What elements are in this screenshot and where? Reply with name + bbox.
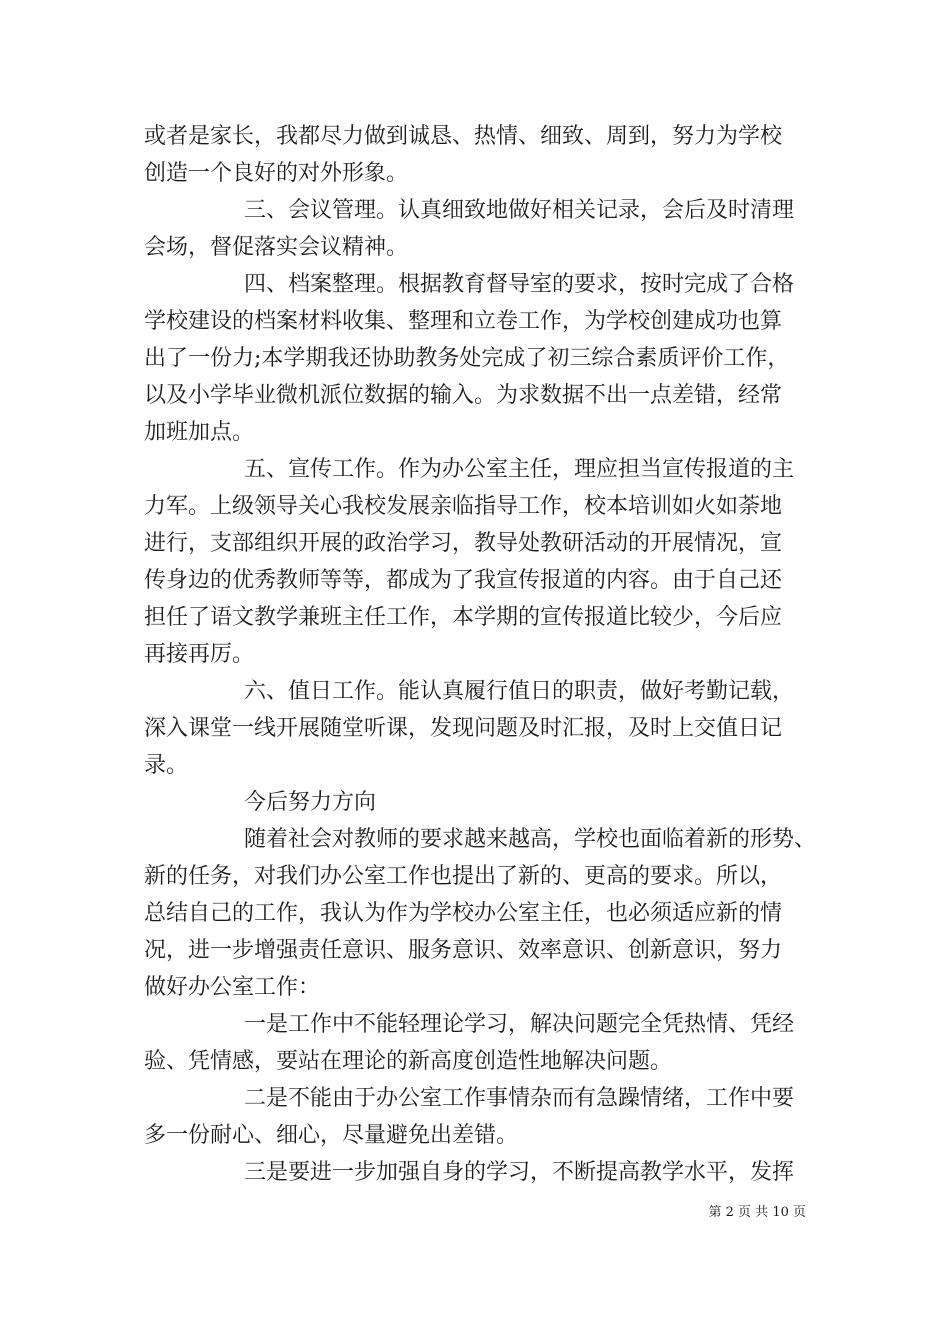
text-line: 再接再厉。	[144, 642, 255, 667]
text-line: 今后努力方向	[244, 790, 377, 815]
page-number: 第 2 页 共 10 页	[708, 1205, 806, 1220]
text-line: 或者是家长，我都尽力做到诚恳、热情、细致、周到，努力为学校	[144, 124, 783, 149]
text-line: 三、会议管理。认真细致地做好相关记录，会后及时清理	[244, 198, 795, 223]
text-line: 进行，支部组织开展的政治学习，教导处教研活动的开展情况，宣	[144, 531, 783, 556]
text-line: 传身边的优秀教师等等，都成为了我宣传报道的内容。由于自己还	[144, 568, 783, 593]
text-line: 出了一份力;本学期我还协助教务处完成了初三综合素质评价工作，	[144, 346, 790, 371]
text-line: 五、宣传工作。作为办公室主任，理应担当宣传报道的主	[244, 457, 795, 482]
text-line: 验、凭情感，要站在理论的新高度创造性地解决问题。	[144, 1049, 673, 1074]
text-line: 学校建设的档案材料收集、整理和立卷工作，为学校创建成功也算	[144, 309, 783, 334]
text-line: 一是工作中不能轻理论学习，解决问题完全凭热情、凭经	[244, 1012, 795, 1037]
text-line: 会场，督促落实会议精神。	[144, 235, 409, 260]
text-line: 深入课堂一线开展随堂听课，发现问题及时汇报，及时上交值日记	[144, 716, 783, 741]
text-line: 况，进一步增强责任意识、服务意识、效率意识、创新意识，努力	[144, 938, 783, 963]
text-line: 六、值日工作。能认真履行值日的职责，做好考勤记载，	[244, 679, 795, 704]
text-line: 加班加点。	[144, 420, 255, 445]
text-line: 担任了语文教学兼班主任工作，本学期的宣传报道比较少，今后应	[144, 605, 783, 630]
document-body	[144, 118, 824, 1191]
text-line: 二是不能由于办公室工作事情杂而有急躁情绪，工作中要	[244, 1086, 795, 1111]
text-line: 做好办公室工作：	[144, 975, 321, 1000]
text-line: 总结自己的工作，我认为作为学校办公室主任，也必须适应新的情	[144, 901, 783, 926]
text-line: 三是要进一步加强自身的学习，不断提高教学水平，发挥	[244, 1160, 795, 1185]
text-line: 多一份耐心、细心，尽量避免出差错。	[144, 1123, 519, 1148]
text-line: 以及小学毕业微机派位数据的输入。为求数据不出一点差错，经常	[144, 383, 783, 408]
text-line: 创造一个良好的对外形象。	[144, 161, 409, 186]
text-line: 力军。上级领导关心我校发展亲临指导工作，校本培训如火如荼地	[144, 494, 783, 519]
text-line: 录。	[144, 753, 189, 778]
text-line: 随着社会对教师的要求越来越高，学校也面临着新的形势、	[244, 827, 817, 852]
text-line: 四、档案整理。根据教育督导室的要求，按时完成了合格	[244, 272, 795, 297]
text-line: 新的任务，对我们办公室工作也提出了新的、更高的要求。所以，	[144, 864, 783, 889]
